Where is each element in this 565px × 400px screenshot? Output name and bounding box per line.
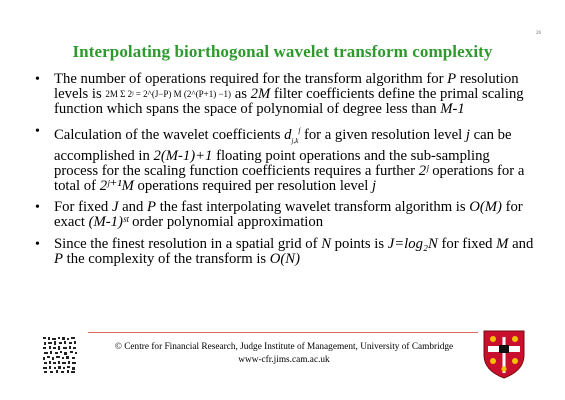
bullet-text: points is bbox=[334, 235, 385, 252]
bullet-text: for a given resolution level bbox=[303, 126, 463, 143]
bullet-math: 2M bbox=[250, 86, 271, 103]
bullet-dot-icon: • bbox=[35, 123, 40, 139]
bullet-text: floating point operations and the sub-sampling process for the scaling function coefficients requires a further bbox=[54, 147, 490, 179]
bullet-text: The number of operations required for the transform algorithm for bbox=[54, 71, 444, 87]
footer bbox=[90, 341, 478, 367]
slide-number: 26 bbox=[536, 31, 541, 36]
footer-copyright: © Centre for Financial Research, Judge Institute of Management, University of Cambridge bbox=[114, 342, 454, 352]
bullet-math: N bbox=[321, 235, 331, 252]
bullet-dot-icon: • bbox=[35, 72, 40, 87]
bullet-item bbox=[34, 124, 534, 195]
sum-formula: 2M Σ 2ʲ = 2^(J−P) M (2^(P+1) −1) bbox=[105, 89, 232, 100]
bullet-item bbox=[34, 200, 534, 230]
university-crest-icon bbox=[482, 329, 526, 379]
bullet-text: Calculation of the wavelet coefficients bbox=[54, 126, 281, 143]
bullet-math: M bbox=[496, 235, 509, 252]
bullet-dot-icon: • bbox=[35, 236, 40, 252]
footer-url: www-cfr.jims.cam.ac.uk bbox=[238, 355, 330, 365]
bullet-math: P bbox=[447, 71, 457, 87]
bullet-math: j bbox=[372, 178, 377, 195]
bullet-item bbox=[34, 237, 534, 267]
footer-divider bbox=[88, 332, 478, 333]
bullet-text: For fixed bbox=[54, 199, 109, 216]
bullet-text: and bbox=[122, 199, 144, 216]
bullet-math: M-1 bbox=[440, 101, 465, 118]
bullet-text: and bbox=[512, 235, 534, 252]
bullet-text: the fast interpolating wavelet transform algorithm is bbox=[159, 199, 466, 216]
bullet-dot-icon: • bbox=[35, 200, 40, 216]
bullet-text: operations required per resolution level bbox=[137, 178, 369, 195]
bullet-math: j bbox=[465, 126, 470, 143]
bullet-math: 2ʲ bbox=[418, 162, 429, 179]
wavelet-coefficient-symbol: $d_{j,k}^f$ bbox=[284, 126, 301, 145]
bullet-math: 2(M-1)+1 bbox=[153, 147, 213, 164]
bullet-text: filter coefficients define the primal scaling function which spans the space of polynomial of degree less than bbox=[54, 86, 524, 118]
qr-code-icon bbox=[42, 336, 78, 374]
bullet-math: P bbox=[54, 250, 63, 267]
bullet-math: P bbox=[147, 199, 157, 216]
bullet-text: the complexity of the transform is bbox=[66, 250, 267, 267]
bullet-text: can be accomplished in bbox=[54, 126, 512, 164]
bullet-text: as bbox=[234, 86, 247, 103]
bullet-item bbox=[34, 72, 534, 118]
bullet-list bbox=[34, 72, 534, 273]
bullet-math: J=log₂N bbox=[387, 235, 438, 252]
bullet-text: Since the finest resolution in a spatial grid of bbox=[54, 235, 318, 252]
bullet-text: operations for a total of bbox=[54, 162, 525, 195]
bullet-text: for exact bbox=[54, 199, 523, 231]
slide-title: Interpolating biorthogonal wavelet transform complexity bbox=[72, 42, 493, 61]
bullet-math: 2ʲ⁺¹M bbox=[99, 178, 134, 195]
bullet-text: order polynomial approximation bbox=[132, 214, 324, 231]
bullet-math: O(N) bbox=[269, 250, 300, 267]
bullet-text: for fixed bbox=[441, 235, 493, 252]
bullet-math: J bbox=[111, 199, 119, 216]
bullet-math: O(M) bbox=[469, 199, 502, 216]
bullet-math: (M-1)ˢᵗ bbox=[88, 214, 129, 231]
bullet-text: resolution levels is bbox=[54, 71, 519, 103]
